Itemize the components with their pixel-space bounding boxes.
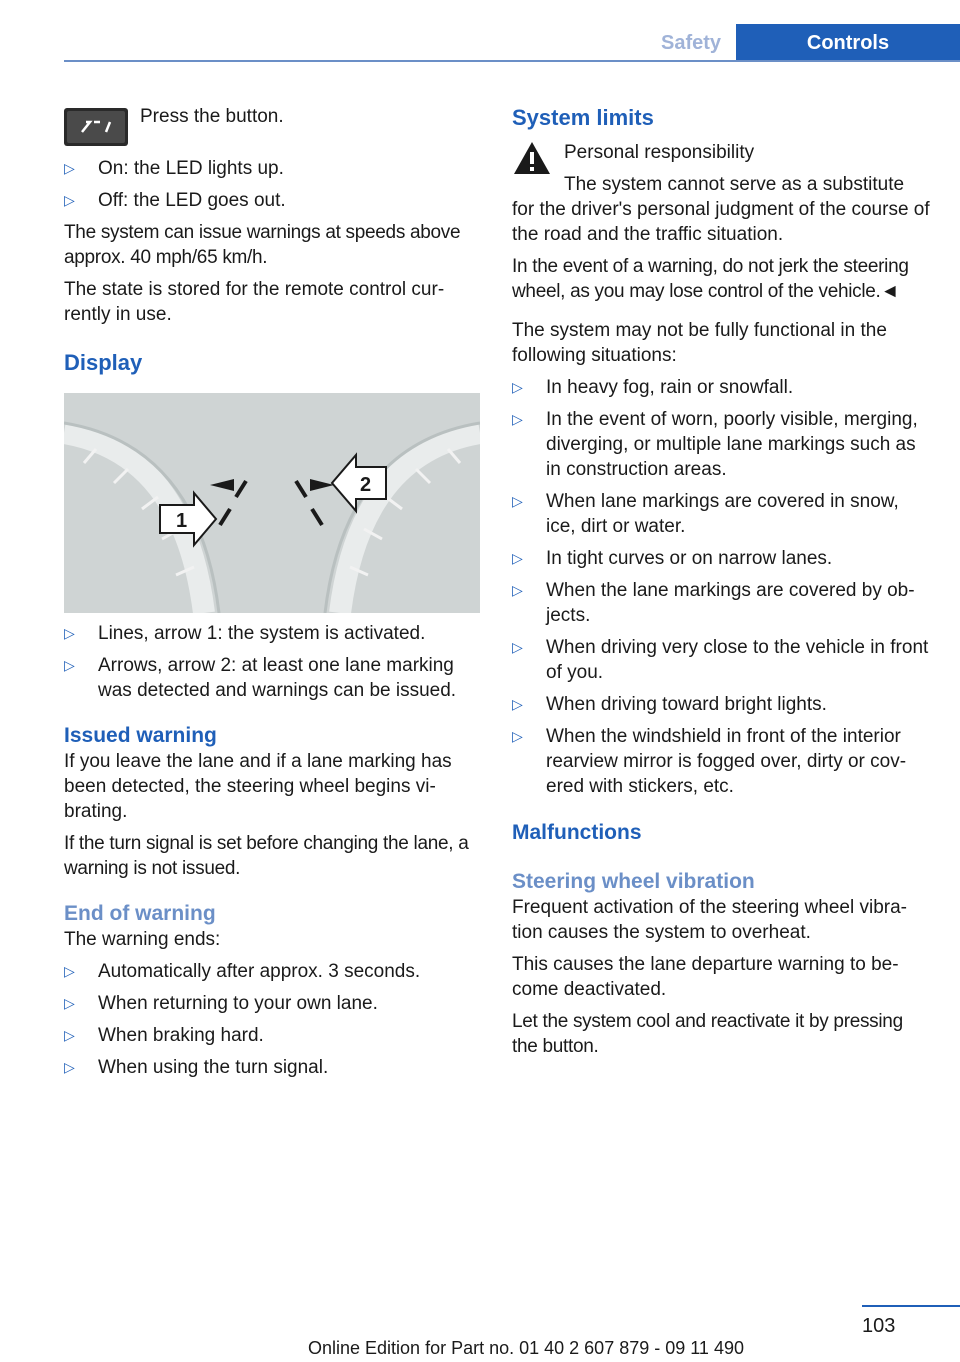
issued-warning-heading: Issued warning [64,724,217,747]
figure-label-2: 2 [360,474,372,496]
triangle-bullet-icon: ▷ [64,657,75,673]
list-item: ▷ When the windshield in front of the interior rearview mirror is fogged over, dirty or cov-ered with stickers, etc. [512,726,907,797]
left-column [64,100,482,1087]
system-limits-heading: System limits [512,105,654,130]
list-item: ▷ When the lane markings are covered by ob-jects. [512,580,915,626]
triangle-bullet-icon: ▷ [64,1027,75,1043]
triangle-bullet-icon: ▷ [512,696,523,712]
triangle-bullet-icon: ▷ [64,625,75,641]
triangle-bullet-icon: ▷ [64,1059,75,1075]
lane-departure-button-icon [64,108,128,146]
vibration-paragraph-3: Let the system cool and reactivate it by pressing the button. [512,1011,903,1057]
jerk-paragraph: In the event of a warning, do not jerk the steering wheel, as you may lose control of the vehicle.◄ [512,256,909,302]
list-item: ▷ When driving toward bright lights. [512,694,827,715]
state-list [64,156,482,213]
triangle-bullet-icon: ▷ [64,192,75,208]
list-item: ▷ In tight curves or on narrow lanes. [512,548,833,569]
triangle-bullet-icon: ▷ [512,411,523,427]
state-paragraph: The state is stored for the remote control cur-rently in use. [64,279,445,325]
list-item: ▷ Lines, arrow 1: the system is activated. [64,623,426,644]
footer-rule [862,1305,960,1307]
triangle-bullet-icon: ▷ [512,582,523,598]
warning-triangle-icon [512,140,552,176]
triangle-bullet-icon: ▷ [512,728,523,744]
tab-controls[interactable]: Controls [736,24,960,62]
list-item: ▷ Arrows, arrow 2: at least one lane marking was detected and warnings can be issued. [64,655,457,701]
list-item: ▷ Off: the LED goes out. [64,190,286,211]
end-of-warning-heading: End of warning [64,902,216,925]
triangle-bullet-icon: ▷ [64,963,75,979]
triangle-bullet-icon: ▷ [512,550,523,566]
limits-list [512,375,930,799]
list-item: ▷ When lane markings are covered in snow, ice, dirt or water. [512,491,899,537]
warning-block [512,138,930,176]
end-paragraph: The warning ends: [64,929,221,950]
malfunctions-heading: Malfunctions [512,821,642,844]
tab-safety[interactable]: Safety [660,31,722,54]
press-button-text: Press the button. [140,106,284,127]
list-item: ▷ In heavy fog, rain or snowfall. [512,377,794,398]
triangle-bullet-icon: ▷ [512,639,523,655]
right-column [512,100,930,1066]
vibration-paragraph-2: This causes the lane departure warning to be-come deactivated. [512,954,899,1000]
end-list [64,959,482,1080]
button-instruction [64,100,482,144]
list-item: ▷ Automatically after approx. 3 seconds. [64,961,421,982]
figure-label-1: 1 [176,510,188,532]
list-item: ▷ When braking hard. [64,1025,264,1046]
edition-footer: Online Edition for Part no. 01 40 2 607 879 - 09 11 490 [308,1338,744,1358]
display-list [64,621,482,703]
speed-paragraph: The system can issue warnings at speeds above approx. 40 mph/65 km/h. [64,222,461,268]
warning-body: The system cannot serve as a substitute for the driver's personal judgment of the course of the road and the traffic situation. [512,174,930,245]
triangle-bullet-icon: ▷ [512,379,523,395]
display-heading: Display [64,350,143,375]
list-item: ▷ When driving very close to the vehicle in front of you. [512,637,929,683]
header-rule [64,60,960,62]
triangle-bullet-icon: ▷ [512,493,523,509]
issued-paragraph-2: If the turn signal is set before changing the lane, a warning is not issued. [64,833,469,879]
issued-paragraph-1: If you leave the lane and if a lane marking has been detected, the steering wheel begins vi-brating. [64,751,452,822]
triangle-bullet-icon: ▷ [64,160,75,176]
triangle-bullet-icon: ▷ [64,995,75,1011]
vibration-paragraph-1: Frequent activation of the steering wheel vibra-tion causes the system to overheat. [512,897,907,943]
list-item: ▷ When using the turn signal. [64,1057,329,1078]
page-number: 103 [862,1315,896,1337]
list-item: ▷ When returning to your own lane. [64,993,378,1014]
limits-paragraph: The system may not be fully functional in the following situations: [512,320,887,366]
instrument-display-figure [64,393,480,613]
list-item: ▷ In the event of worn, poorly visible, merging, diverging, or multiple lane markings such as in construction areas. [512,409,918,480]
warning-title: Personal responsibility [564,142,755,163]
steering-vibration-heading: Steering wheel vibration [512,870,755,893]
list-item: ▷ On: the LED lights up. [64,158,284,179]
